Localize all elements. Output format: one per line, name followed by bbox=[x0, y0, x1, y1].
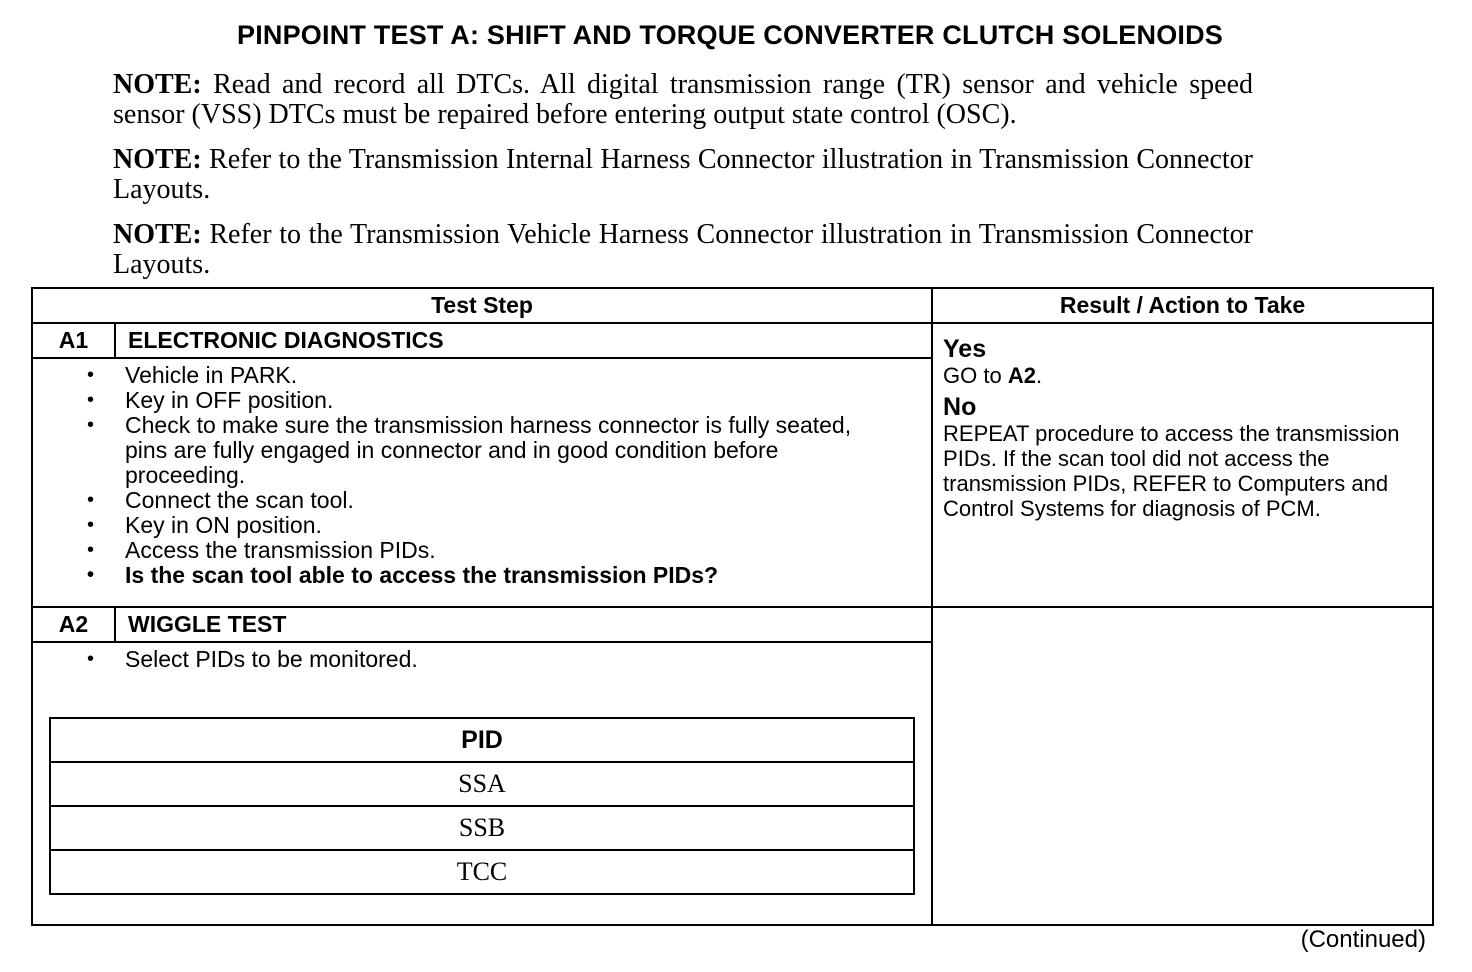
page-title: PINPOINT TEST A: SHIFT AND TORQUE CONVERTER CLUTCH SOLENOIDS bbox=[236, 20, 1224, 50]
step-id-a1: A1 bbox=[32, 323, 115, 358]
bullet-item: • Select PIDs to be monitored. bbox=[125, 647, 931, 672]
step-body-a1 bbox=[32, 358, 932, 607]
result-a2 bbox=[932, 607, 1433, 925]
result-a1 bbox=[932, 323, 1433, 607]
bullet-item: • Key in OFF position. bbox=[125, 388, 865, 413]
bullet-item: • Check to make sure the transmission harness connector is fully seated, pins are fully engaged in connector and in good condition before proceeding. bbox=[125, 413, 865, 488]
result-yes-action: GO to A2. bbox=[943, 363, 1043, 388]
step-bullets-a1 bbox=[33, 363, 865, 588]
note-label: NOTE: bbox=[113, 219, 202, 250]
bullet-item: • Vehicle in PARK. bbox=[125, 363, 865, 388]
step-bullets-a2 bbox=[33, 647, 931, 672]
bullet-item: • Key in ON position. bbox=[125, 513, 865, 538]
pinpoint-test-table bbox=[31, 287, 1434, 926]
note-label: NOTE: bbox=[113, 69, 202, 100]
pid-row: TCC bbox=[50, 850, 914, 894]
step-id-a2: A2 bbox=[32, 607, 115, 642]
result-no-label: No bbox=[943, 393, 977, 421]
note-label: NOTE: bbox=[113, 144, 202, 175]
result-yes-label: Yes bbox=[943, 335, 987, 363]
pid-table-header: PID bbox=[50, 718, 914, 762]
pid-table bbox=[49, 717, 915, 895]
note-text: Refer to the Transmission Internal Harness Connector illustration in Transmission Connector Layouts. bbox=[113, 144, 1253, 205]
bullet-item: • Connect the scan tool. bbox=[125, 488, 865, 513]
note-text: Refer to the Transmission Vehicle Harness Connector illustration in Transmission Connector Layouts. bbox=[113, 219, 1253, 280]
note-2 bbox=[113, 145, 1253, 205]
step-name-a1: ELECTRONIC DIAGNOSTICS bbox=[115, 323, 932, 358]
result-no-action: REPEAT procedure to access the transmission PIDs. If the scan tool did not access the transmission PIDs, REFER to Computers and Control Systems for diagnosis of PCM. bbox=[943, 421, 1400, 521]
bullet-item: • Access the transmission PIDs. bbox=[125, 538, 865, 563]
step-link-a2: A2 bbox=[1007, 363, 1036, 388]
continued-label: (Continued) bbox=[1300, 926, 1426, 953]
note-1 bbox=[113, 70, 1253, 130]
note-text: Read and record all DTCs. All digital transmission range (TR) sensor and vehicle speed sensor (VSS) DTCs must be repaired before entering output state control (OSC). bbox=[113, 69, 1253, 130]
step-body-a2 bbox=[32, 642, 932, 925]
note-3 bbox=[113, 220, 1253, 280]
bullet-question: • Is the scan tool able to access the transmission PIDs? bbox=[125, 563, 865, 588]
step-name-a2: WIGGLE TEST bbox=[115, 607, 932, 642]
pid-row: SSA bbox=[50, 762, 914, 806]
header-test-step: Test Step bbox=[32, 288, 932, 323]
header-result: Result / Action to Take bbox=[932, 288, 1433, 323]
pid-row: SSB bbox=[50, 806, 914, 850]
